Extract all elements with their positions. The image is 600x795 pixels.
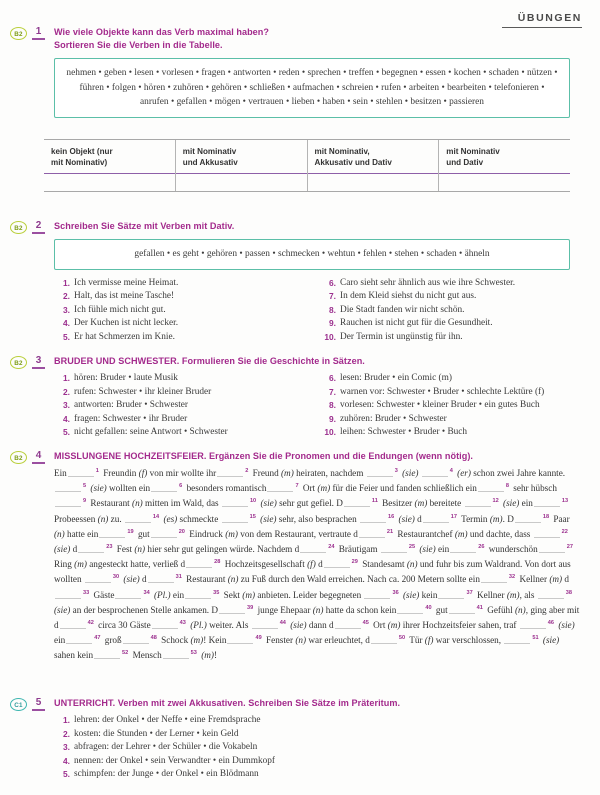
list-item-number: 2. (63, 728, 70, 739)
gapfill-hint: (Pl.) (153, 589, 171, 600)
gapfill-blank-number: 26 (478, 543, 485, 550)
gapfill-hint: (n) (312, 604, 324, 615)
gapfill-blank-number: 25 (408, 543, 416, 550)
gapfill-blank[interactable] (152, 619, 178, 629)
gapfill-blank[interactable] (186, 558, 212, 568)
list-item[interactable] (54, 755, 586, 769)
gapfill-blank[interactable] (148, 573, 174, 583)
gapfill-blank[interactable] (78, 543, 104, 553)
list-item-number: 4. (63, 413, 70, 424)
gapfill-blank-number: 1 (95, 467, 99, 474)
list-item-number: 5. (63, 769, 70, 780)
table-column-2-cell[interactable] (176, 174, 307, 191)
exercise-3-items-left (54, 372, 320, 440)
gapfill-hint: (sie) (54, 604, 71, 615)
gapfill-blank[interactable] (227, 634, 253, 644)
level-badge-b2: B2 (10, 221, 27, 234)
gapfill-blank[interactable] (534, 528, 560, 538)
list-item[interactable] (320, 426, 586, 440)
page-header-title: ÜBUNGEN (517, 12, 582, 24)
gapfill-blank-number: 43 (179, 619, 186, 626)
list-item-text: rufen: Schwester • ihr kleiner Bruder (74, 386, 212, 397)
list-item-text: vorlesen: Schwester • kleiner Bruder • ein gutes Buch (340, 400, 540, 411)
gapfill-hint: (sie) (402, 468, 419, 478)
level-badge-b2: B2 (10, 27, 27, 40)
gapfill-hint: (n) (54, 528, 65, 539)
gapfill-hint: (sie) (403, 589, 420, 600)
exercise-1-number: 1 (32, 26, 45, 40)
gapfill-hint: (f) (307, 559, 316, 570)
gapfill-hint: (er) (457, 468, 471, 478)
gapfill-blank-number: 31 (175, 574, 182, 581)
gapfill-blank-number: 21 (386, 528, 394, 535)
gapfill-blank[interactable] (381, 543, 407, 553)
gapfill-hint: (n) (515, 604, 526, 615)
gapfill-blank[interactable] (504, 634, 530, 644)
gapfill-blank[interactable] (123, 634, 149, 644)
list-item-text: In dem Kleid siehst du nicht gut aus. (340, 291, 477, 302)
gapfill-blank[interactable] (60, 619, 86, 629)
exercise-1-table (0, 139, 600, 192)
table-bottom-rule (44, 191, 570, 192)
exercise-4-number: 4 (32, 450, 45, 464)
list-item[interactable] (320, 290, 586, 304)
gapfill-blank-number: 6 (179, 483, 183, 490)
list-item-text: antworten: Bruder • Schwester (74, 400, 189, 411)
table-column-1-header-line2: mit Nominativ) (51, 158, 108, 167)
gapfill-hint: (m) (201, 650, 214, 661)
gapfill-blank[interactable] (422, 467, 448, 477)
gapfill-blank[interactable] (55, 497, 81, 507)
gapfill-blank-number: 8 (505, 483, 509, 490)
level-badge-b1: B2 (10, 356, 27, 369)
gapfill-blank-number: 11 (371, 498, 378, 505)
list-item-text: hören: Bruder • laute Musik (74, 373, 178, 383)
table-column-4-header (439, 140, 570, 174)
gapfill-hint: (m) (242, 589, 256, 600)
gapfill-blank[interactable] (66, 634, 92, 644)
gapfill-blank[interactable] (267, 482, 293, 492)
gapfill-blank-number: 13 (561, 498, 569, 505)
list-item-number: 9. (329, 413, 336, 424)
table-column-3-header (308, 140, 439, 174)
gapfill-blank[interactable] (151, 528, 177, 538)
gapfill-blank[interactable] (163, 649, 189, 659)
gapfill-hint: (m) (414, 498, 428, 509)
gapfill-hint: (sie) (558, 620, 575, 631)
gapfill-blank[interactable] (185, 589, 211, 599)
gapfill-blank[interactable] (538, 589, 564, 599)
list-item-text: zuhören: Bruder • Schwester (340, 413, 447, 424)
gapfill-blank-number: 10 (249, 498, 257, 505)
table-column-2-header-line1: mit Nominativ (182, 147, 237, 156)
list-item-text: leihen: Schwester • Bruder • Buch (340, 427, 468, 438)
exercise-3-number: 3 (32, 355, 45, 369)
gapfill-blank-number: 53 (190, 650, 197, 657)
gapfill-blank-number: 28 (214, 559, 221, 566)
exercise-2-items-right (320, 277, 586, 345)
gapfill-blank[interactable] (55, 589, 81, 599)
gapfill-blank-number: 51 (532, 635, 539, 642)
list-item-text: Ich fühle mich nicht gut. (74, 304, 166, 315)
exercise-2 (0, 220, 600, 344)
gapfill-hint: (m) (506, 589, 520, 600)
list-item-text: Rauchen ist nicht gut für die Gesundheit. (340, 318, 493, 329)
list-item-text: schimpfen: der Junge • der Onkel • ein Blödmann (74, 769, 259, 780)
gapfill-blank-number: 27 (566, 543, 573, 550)
table-column-2-header-line2: und Akkusativ (182, 158, 238, 167)
gapfill-hint: (m) (74, 559, 87, 570)
exercise-3-items (54, 372, 586, 440)
gapfill-blank[interactable] (324, 558, 350, 568)
table-column-3-header-line1: mit Nominativ, (314, 147, 370, 156)
list-item-text: Die Stadt fanden wir nicht schön. (340, 304, 465, 315)
list-item[interactable] (320, 331, 586, 345)
list-item-text: Der Termin ist ungünstig für ihn. (340, 331, 463, 342)
gapfill-hint: (m) (225, 528, 238, 539)
gapfill-blank-number: 34 (143, 589, 150, 596)
table-column-4-cell[interactable] (439, 174, 570, 191)
list-item[interactable] (54, 741, 586, 755)
table-column-1-header-line1: kein Objekt (nur (51, 147, 113, 156)
gapfill-blank[interactable] (300, 543, 326, 553)
table-column-1-header (44, 140, 175, 174)
gapfill-hint: (sie) (542, 635, 560, 646)
table-column-1-cell[interactable] (44, 174, 175, 191)
exercise-1-title-line2: Sortieren Sie die Verben in die Tabelle. (54, 39, 223, 50)
list-item[interactable] (54, 317, 320, 331)
gapfill-blank-number: 9 (83, 498, 87, 505)
list-item-number: 2. (63, 386, 70, 397)
list-item[interactable] (54, 714, 586, 728)
exercise-4-title: MISSLUNGENE HOCHZEITSFEIER. Ergänzen Sie die Pronomen und die Endungen (wenn nötig). (54, 451, 473, 461)
gapfill-hint: (sie) (419, 544, 436, 555)
list-item[interactable] (320, 399, 586, 413)
table-column-4[interactable] (439, 140, 570, 191)
list-item[interactable] (320, 413, 586, 427)
list-item-number: 3. (63, 304, 70, 315)
gapfill-hint: (m) (549, 574, 563, 585)
list-item-number: 7. (329, 386, 336, 397)
gapfill-blank[interactable] (478, 482, 504, 492)
gapfill-hint: (sie) (123, 574, 140, 585)
table-column-3[interactable] (308, 140, 440, 191)
gapfill-blank-number: 45 (362, 619, 369, 626)
gapfill-hint: (es) (163, 513, 178, 524)
list-item[interactable] (54, 372, 320, 386)
list-item-number: 10. (324, 427, 336, 438)
list-item[interactable] (54, 290, 320, 304)
list-item-number: 4. (63, 755, 70, 766)
list-item[interactable] (320, 277, 586, 291)
list-item[interactable] (54, 728, 586, 742)
gapfill-hint: (Pl.) (190, 620, 207, 631)
gapfill-blank-number: 41 (476, 604, 483, 611)
gapfill-blank[interactable] (423, 513, 449, 523)
gapfill-blank-number: 37 (466, 589, 473, 596)
exercise-5-number: 5 (32, 697, 45, 711)
gapfill-blank-number: 19 (127, 528, 134, 535)
list-item-text: Er hat Schmerzen im Knie. (74, 331, 175, 342)
gapfill-blank-number: 22 (561, 528, 568, 535)
gapfill-blank-number: 32 (508, 574, 516, 581)
gapfill-blank[interactable] (450, 543, 476, 553)
gapfill-blank[interactable] (397, 604, 423, 614)
list-item-number: 2. (63, 291, 70, 302)
list-item-number: 6. (329, 277, 336, 288)
gapfill-blank[interactable] (151, 482, 177, 492)
list-item-number: 9. (329, 318, 336, 329)
exercise-3 (0, 355, 600, 440)
exercise-5-head (0, 697, 600, 711)
page-header (502, 8, 582, 28)
list-item-number: 4. (63, 318, 70, 329)
gapfill-blank-number: 15 (249, 513, 256, 520)
list-item-number: 6. (329, 373, 336, 383)
list-item-text: nennen: der Onkel • sein Verwandter • ein Dummkopf (74, 755, 276, 766)
gapfill-blank-number: 20 (178, 528, 185, 535)
list-item-text: Ich vermisse meine Heimat. (74, 277, 179, 288)
exercise-5-items (54, 714, 586, 782)
list-item-text: lesen: Bruder • ein Comic (m) (340, 373, 452, 383)
table-column-1[interactable] (44, 140, 176, 191)
gapfill-blank-number: 16 (388, 513, 395, 520)
list-item[interactable] (320, 372, 586, 386)
list-item-number: 8. (329, 304, 336, 315)
gapfill-hint: (m) (387, 620, 401, 631)
gapfill-blank-number: 35 (213, 589, 220, 596)
gapfill-blank-number: 48 (150, 635, 157, 642)
exercise-1-head (0, 26, 600, 51)
gapfill-blank[interactable] (68, 467, 94, 477)
gapfill-blank-number: 24 (328, 543, 335, 550)
table-column-3-header-line2: Akkusativ und Dativ (314, 158, 392, 167)
gapfill-blank-number: 3 (394, 467, 398, 474)
gapfill-hint: (f) (138, 468, 148, 478)
exercise-4-head (0, 450, 600, 464)
gapfill-blank[interactable] (438, 589, 464, 599)
exercise-2-wordbank: gefallen • es geht • gehören • passen • schmecken • wehtun • fehlen • stehen • schaden • ähneln (54, 239, 570, 270)
gapfill-blank-number: 39 (247, 604, 254, 611)
gapfill-blank-number: 36 (392, 589, 399, 596)
exercise-5-title: UNTERRICHT. Verben mit zwei Akkusativen. Schreiben Sie Sätze im Präteritum. (54, 698, 401, 708)
list-item-text: nicht gefallen: seine Antwort • Schwester (74, 427, 228, 438)
gapfill-blank[interactable] (115, 589, 141, 599)
gapfill-hint: (n) (406, 559, 418, 570)
list-item-number: 5. (63, 331, 70, 342)
gapfill-blank-number: 18 (542, 513, 550, 520)
gapfill-blank[interactable] (359, 528, 385, 538)
gapfill-blank[interactable] (99, 528, 125, 538)
gapfill-blank-number: 46 (547, 619, 555, 626)
gapfill-hint: (n) (227, 574, 239, 585)
list-item-number: 3. (63, 400, 70, 411)
exercise-4-gapfill-text[interactable]: Ein $^1$ Freundin (f) von mir wollte ihr $^2$ Freund (m) heiraten, nachdem $^3$ (sie) $^4$ (er) schon zwei Jahre kannte. $^5$ (sie) wollten ein $^6$ besonders romantisch $^7$ Ort (m) für die Feier und fanden schließlich ein $^8$ sehr hübsch$^9$ Restaurant (n) mitten im Wald, das $^{10}$ (sie) sehr gut gefiel. D $^{11}$ Besitzer (m) bereitete $^{12}$ (sie) ein $^{13}$ Probeessen (n) zu. $^{14}$ (es) schmeckte $^{15}$ (sie) sehr, also besprachen $^{16}$ (sie) d $^{17}$ Termin (m). D $^{18}$ Paar (n) hatte ein $^{19}$ gut $^{20}$ Eindruck (m) von dem Restaurant, vertraute d $^{21}$ Restaurantchef (m) und dachte, dass $^{22}$ (sie) d $^{23}$ Fest (n) hier sehr gut gelingen würde. Nachdem d $^{24}$ Bräutigam $^{25}$ (sie) ein $^{26}$ wunderschön $^{27}$ Ring (m) angesteckt hatte, verließ d $^{28}$ Hochzeitsgesellschaft (f) d $^{29}$ Standesamt (n) und fuhr bis zum Waldrand. Von dort aus wollten $^{30}$ (sie) d $^{31}$ Restaurant (n) zu Fuß durch den Wald erreichen. Nach ca. 200 Metern sollte ein $^{32}$ Kellner (m) $d^{33}$ Gäste $^{34}$ (Pl.) ein $^{35}$ Sekt (m) anbieten. Leider begegneten $^{36}$ (sie) kein $^{37}$ Kellner (m), als $^{38}$ (sie) an der besprochenen Stelle ankamen. D $^{39}$ junge Ehepaar (n) hatte da schon kein $^{40}$ gut $^{41}$ Gefühl (n), ging aber mit d $^{42}$ circa 30 Gäste $^{43}$ (Pl.) weiter. Als $^{44}$ (sie) dann d $^{45}$ Ort (m) ihrer Hochzeitsfeier sahen, traf $^{46}$ (sie) ein $^{47}$ groß $^{48}$ Schock (m)! Kein $^{49}$ Fenster (n) war erleuchtet, d $^{50}$ Tür (f) war verschlossen, $^{51}$ (sie) sahen kein $^{52}$ Mensch $^{53}$ (m)! (54, 467, 580, 661)
exercise-1 (0, 26, 600, 118)
gapfill-hint: (sie) (54, 544, 71, 555)
exercise-1-title (54, 26, 600, 51)
list-item-text: fragen: Schwester • ihr Bruder (74, 413, 188, 424)
gapfill-blank[interactable] (465, 497, 491, 507)
gapfill-blank[interactable] (364, 589, 390, 599)
sorting-table (44, 139, 570, 191)
list-item[interactable] (320, 386, 586, 400)
list-item-number: 1. (63, 373, 70, 383)
gapfill-blank[interactable] (219, 604, 245, 614)
list-item[interactable] (54, 413, 320, 427)
gapfill-blank[interactable] (515, 513, 541, 523)
list-item[interactable] (54, 304, 320, 318)
gapfill-blank-number: 49 (255, 635, 262, 642)
list-item-number: 3. (63, 742, 70, 753)
gapfill-hint: (n) (295, 635, 307, 646)
gapfill-blank-number: 38 (565, 589, 572, 596)
gapfill-blank[interactable] (85, 573, 111, 583)
list-item-number: 7. (329, 291, 336, 302)
list-item-number: 5. (63, 427, 70, 438)
exercise-1-wordbank: nehmen • geben • lesen • vorlesen • fragen • antworten • reden • sprechen • treffen • begegnen • essen • kochen • schaden • nützen • führen • folgen • hören • zuhören • gehören • schließen • aufmachen • schreien • rufen • arbeiten • bearbeiten • telefonieren • anrufen • gefallen • mögen • vertrauen • lieben • haben • sein • stehlen • besitzen • passieren (54, 58, 570, 118)
table-column-2-header (176, 140, 307, 174)
gapfill-blank-number: 23 (106, 543, 113, 550)
exercise-1-title-line1: Wie viele Objekte kann das Verb maximal haben? (54, 27, 269, 37)
list-item[interactable] (54, 426, 320, 440)
gapfill-blank[interactable] (344, 497, 370, 507)
list-item[interactable] (320, 317, 586, 331)
exercise-2-head (0, 220, 600, 234)
gapfill-blank[interactable] (217, 467, 243, 477)
exercise-3-head (0, 355, 600, 369)
gapfill-blank-number: 2 (245, 467, 249, 474)
gapfill-hint: (m) (317, 483, 331, 494)
gapfill-blank-number: 42 (87, 619, 94, 626)
list-item-number: 10. (324, 331, 336, 342)
gapfill-hint: (n) (132, 498, 143, 509)
list-item-text: kosten: die Stunden • der Lerner • kein Geld (74, 728, 239, 739)
list-item[interactable] (54, 399, 320, 413)
list-item-text: lehren: der Onkel • der Neffe • eine Fremdsprache (74, 715, 261, 725)
gapfill-blank[interactable] (371, 634, 397, 644)
exercise-3-items-right (320, 372, 586, 440)
gapfill-hint: (sie) (290, 620, 307, 631)
gapfill-blank[interactable] (449, 604, 475, 614)
gapfill-blank-number: 14 (152, 513, 160, 520)
gapfill-hint: (sie) (90, 483, 107, 494)
level-badge-c1: C1 (10, 698, 27, 711)
table-column-4-header-line1: mit Nominativ (446, 147, 500, 156)
list-item[interactable] (320, 304, 586, 318)
gapfill-blank[interactable] (222, 513, 248, 523)
gapfill-blank-number: 50 (398, 635, 406, 642)
list-item-number: 1. (63, 715, 70, 725)
gapfill-blank[interactable] (481, 573, 507, 583)
gapfill-blank[interactable] (335, 619, 361, 629)
gapfill-blank-number: 12 (492, 498, 499, 505)
list-item-text: Halt, das ist meine Tasche! (74, 291, 175, 302)
gapfill-blank-number: 40 (425, 604, 432, 611)
level-badge-b2: B2 (10, 451, 27, 464)
gapfill-blank-number: 17 (450, 513, 457, 520)
gapfill-blank-number: 33 (83, 589, 90, 596)
list-item[interactable] (54, 331, 320, 345)
gapfill-hint: (m) (454, 528, 468, 539)
table-column-3-cell[interactable] (308, 174, 439, 191)
list-item-text: Der Kuchen ist nicht lecker. (74, 318, 179, 329)
exercise-2-number: 2 (32, 220, 45, 234)
gapfill-blank-number: 30 (112, 574, 120, 581)
list-item[interactable] (54, 277, 320, 291)
list-item-text: warnen vor: Schwester • Bruder • schlechte Lektüre (f) (340, 386, 545, 397)
gapfill-blank[interactable] (222, 497, 248, 507)
gapfill-blank[interactable] (534, 497, 560, 507)
table-column-4-header-line2: und Dativ (446, 158, 484, 167)
gapfill-hint: (m) (489, 513, 503, 524)
gapfill-hint: (sie) (503, 498, 520, 509)
gapfill-blank-number: 47 (94, 635, 101, 642)
gapfill-blank[interactable] (252, 619, 278, 629)
gapfill-blank-number: 52 (122, 650, 129, 657)
gapfill-blank[interactable] (55, 482, 81, 492)
gapfill-hint: (m) (190, 635, 204, 646)
gapfill-hint: (m) (281, 468, 294, 478)
exercise-2-items (54, 277, 586, 345)
gapfill-blank[interactable] (125, 513, 151, 523)
gapfill-hint: (n) (97, 513, 109, 524)
gapfill-hint: (sie) (398, 513, 415, 524)
gapfill-blank[interactable] (539, 543, 565, 553)
list-item-text: abfragen: der Lehrer • der Schüler • die Vokabeln (74, 742, 258, 753)
gapfill-blank[interactable] (360, 513, 386, 523)
list-item[interactable] (54, 768, 586, 782)
list-item-number: 1. (63, 277, 70, 288)
gapfill-hint: (f) (424, 635, 434, 646)
gapfill-hint: (sie) (260, 513, 277, 524)
gapfill-blank[interactable] (520, 619, 546, 629)
exercise-2-title: Schreiben Sie Sätze mit Verben mit Dativ. (54, 221, 235, 231)
list-item-number: 8. (329, 400, 336, 411)
list-item-text: Caro sieht sehr ähnlich aus wie ihre Schwester. (340, 277, 516, 288)
gapfill-hint: (sie) (260, 498, 277, 509)
exercise-2-items-left (54, 277, 320, 345)
gapfill-hint: (n) (134, 544, 146, 555)
gapfill-blank-number: 5 (83, 483, 87, 490)
exercise-4 (0, 450, 600, 664)
gapfill-blank-number: 29 (351, 559, 358, 566)
gapfill-blank-number: 7 (295, 483, 299, 490)
list-item[interactable] (54, 386, 320, 400)
exercise-3-title: BRUDER UND SCHWESTER. Formulieren Sie die Geschichte in Sätzen. (54, 356, 365, 366)
gapfill-blank-number: 44 (279, 619, 286, 626)
gapfill-blank[interactable] (94, 649, 120, 659)
gapfill-blank[interactable] (367, 467, 393, 477)
exercise-5 (0, 697, 600, 782)
table-column-2[interactable] (176, 140, 308, 191)
gapfill-blank-number: 4 (449, 467, 453, 474)
